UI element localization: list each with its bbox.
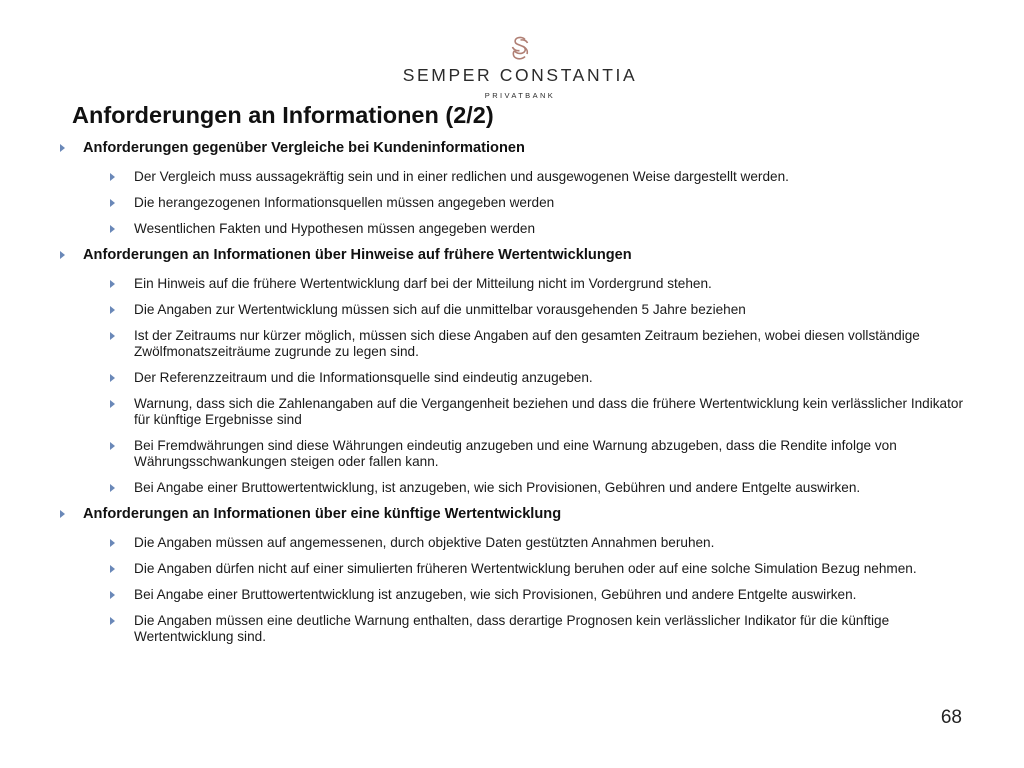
triangle-bullet-icon <box>110 617 115 625</box>
list-item: Bei Fremdwährungen sind diese Währungen eindeutig anzugeben und eine Warnung abzugeben, dass die Rendite infolge von Währungsschwankungen steigen oder fallen kann. <box>58 438 968 470</box>
triangle-bullet-icon <box>110 332 115 340</box>
triangle-bullet-icon <box>110 225 115 233</box>
triangle-bullet-icon <box>110 442 115 450</box>
section-items <box>58 535 968 645</box>
monogram-sc-icon <box>505 33 535 63</box>
triangle-bullet-icon <box>110 565 115 573</box>
triangle-bullet-icon <box>60 144 65 152</box>
list-item: Die Angaben dürfen nicht auf einer simulierten früheren Wertentwicklung beruhen oder auf eine solche Simulation Bezug nehmen. <box>58 561 968 577</box>
triangle-bullet-icon <box>60 251 65 259</box>
section-past-performance <box>58 246 968 496</box>
list-item: Der Vergleich muss aussagekräftig sein und in einer redlichen und ausgewogenen Weise dargestellt werden. <box>58 169 968 185</box>
triangle-bullet-icon <box>60 510 65 518</box>
triangle-bullet-icon <box>110 591 115 599</box>
page-title: Anforderungen an Informationen (2/2) <box>72 102 494 128</box>
triangle-bullet-icon <box>110 484 115 492</box>
triangle-bullet-icon <box>110 280 115 288</box>
section-future-performance <box>58 505 968 645</box>
page-number: 68 <box>940 707 962 728</box>
section-heading-text: Anforderungen gegenüber Vergleiche bei Kundeninformationen <box>83 140 525 156</box>
list-item: Wesentlichen Fakten und Hypothesen müssen angegeben werden <box>58 221 968 237</box>
triangle-bullet-icon <box>110 400 115 408</box>
slide-content <box>58 139 968 645</box>
brand-subtitle: PRIVATBANK <box>484 91 556 100</box>
list-item: Warnung, dass sich die Zahlenangaben auf die Vergangenheit beziehen und dass die frühere Wertentwicklung kein verlässlicher Indikator für künftige Ergebnisse sind <box>58 396 968 428</box>
triangle-bullet-icon <box>110 539 115 547</box>
brand-name: SEMPER CONSTANTIA <box>402 65 638 85</box>
list-item: Ein Hinweis auf die frühere Wertentwicklung darf bei der Mitteilung nicht im Vordergrund stehen. <box>58 276 968 292</box>
list-item: Bei Angabe einer Bruttowertentwicklung, ist anzugeben, wie sich Provisionen, Gebühren und andere Entgelte auswirken. <box>58 480 968 496</box>
list-item: Der Referenzzeitraum und die Informationsquelle sind eindeutig anzugeben. <box>58 370 968 386</box>
section-heading <box>58 246 968 264</box>
list-item: Ist der Zeitraums nur kürzer möglich, müssen sich diese Angaben auf den gesamten Zeitraum beziehen, wobei diesen vollständige Zwölfmonatszeiträume zugrunde zu legen sind. <box>58 328 968 360</box>
triangle-bullet-icon <box>110 199 115 207</box>
section-heading <box>58 505 968 523</box>
list-item: Die herangezogenen Informationsquellen müssen angegeben werden <box>58 195 968 211</box>
section-heading <box>58 139 968 157</box>
triangle-bullet-icon <box>110 306 115 314</box>
list-item: Die Angaben müssen eine deutliche Warnung enthalten, dass derartige Prognosen kein verlässlicher Indikator für die künftige Wertentwicklung sind. <box>58 613 968 645</box>
section-heading-text: Anforderungen an Informationen über eine künftige Wertentwicklung <box>83 506 562 522</box>
section-items <box>58 276 968 496</box>
section-heading-text: Anforderungen an Informationen über Hinweise auf frühere Wertentwicklungen <box>83 247 632 263</box>
list-item: Die Angaben zur Wertentwicklung müssen sich auf die unmittelbar vorausgehenden 5 Jahre beziehen <box>58 302 968 318</box>
section-comparisons <box>58 139 968 237</box>
triangle-bullet-icon <box>110 173 115 181</box>
section-items <box>58 169 968 237</box>
brand-logo <box>0 33 1024 100</box>
list-item: Bei Angabe einer Bruttowertentwicklung ist anzugeben, wie sich Provisionen, Gebühren und andere Entgelte auswirken. <box>58 587 968 603</box>
triangle-bullet-icon <box>110 374 115 382</box>
list-item: Die Angaben müssen auf angemessenen, durch objektive Daten gestützten Annahmen beruhen. <box>58 535 968 551</box>
